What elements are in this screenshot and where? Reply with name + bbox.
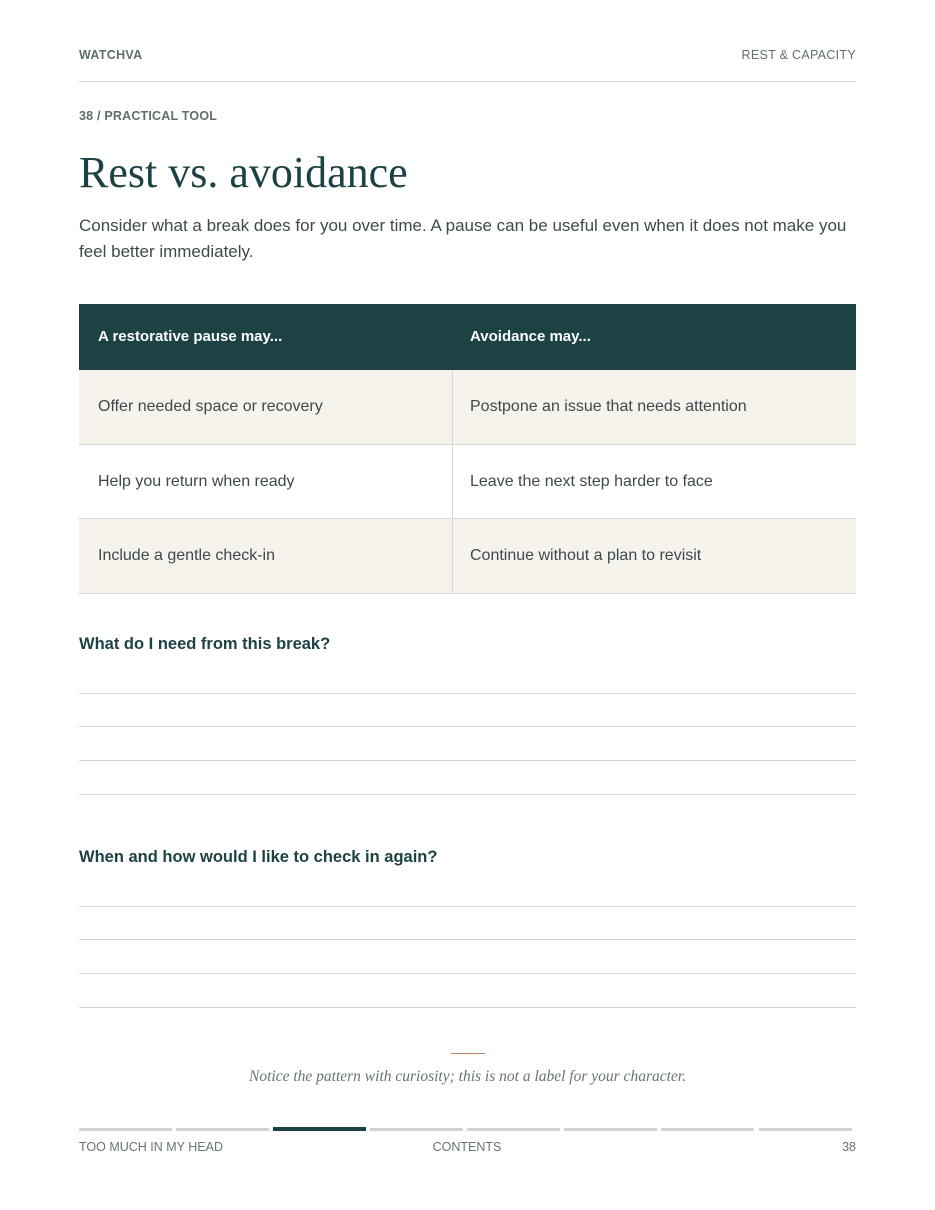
prompt-check-in: When and how would I like to check in again? [79,848,438,866]
table-cell: Help you return when ready [98,472,295,490]
table-cell: Include a gentle check-in [98,547,275,564]
column-divider [452,519,453,593]
progress-segment[interactable] [176,1128,269,1131]
contents-link[interactable]: CONTENTS [432,1140,502,1154]
writing-line[interactable] [79,794,856,795]
writing-line[interactable] [79,760,856,761]
closing-note: Notice the pattern with curiosity; this is not a label for your character. [249,1068,686,1085]
section-name: REST & CAPACITY [741,48,856,62]
progress-segment-current[interactable] [273,1127,366,1131]
comparison-table [79,304,856,594]
brand-name: WATCHVA [79,48,143,62]
writing-line[interactable] [79,906,856,907]
ornament-divider [451,1053,485,1054]
progress-segment[interactable] [759,1128,852,1131]
progress-segment[interactable] [467,1128,560,1131]
writing-line[interactable] [79,973,856,974]
page-number: 38 [842,1140,856,1154]
writing-line[interactable] [79,726,856,727]
table-cell: Leave the next step harder to face [470,472,713,490]
writing-line[interactable] [79,693,856,694]
writing-line[interactable] [79,939,856,940]
page-header [79,48,856,64]
table-row [79,519,856,594]
page-kicker: 38 / PRACTICAL TOOL [79,109,218,123]
table-cell: Postpone an issue that needs attention [470,398,747,415]
column-divider [452,370,453,444]
table-header [79,304,856,370]
header-avoidance: Avoidance may... [470,328,591,345]
prompt-need: What do I need from this break? [79,635,331,653]
progress-segment[interactable] [564,1128,657,1131]
table-row [79,445,856,520]
progress-bar [79,1127,856,1131]
header-divider [79,81,856,82]
progress-segment[interactable] [370,1128,463,1131]
footer-book-title[interactable]: TOO MUCH IN MY HEAD [79,1140,223,1154]
table-cell: Offer needed space or recovery [98,398,323,415]
column-divider [452,445,453,519]
writing-line[interactable] [79,1007,856,1008]
header-restorative: A restorative pause may... [98,328,283,345]
table-cell: Continue without a plan to revisit [470,547,702,564]
progress-segment[interactable] [79,1128,172,1131]
table-row [79,370,856,445]
page-title: Rest vs. avoidance [79,148,408,197]
progress-segment[interactable] [661,1128,754,1131]
intro-text: Consider what a break does for you over time. A pause can be useful even when it does not make you feel better immediately. [79,216,847,261]
